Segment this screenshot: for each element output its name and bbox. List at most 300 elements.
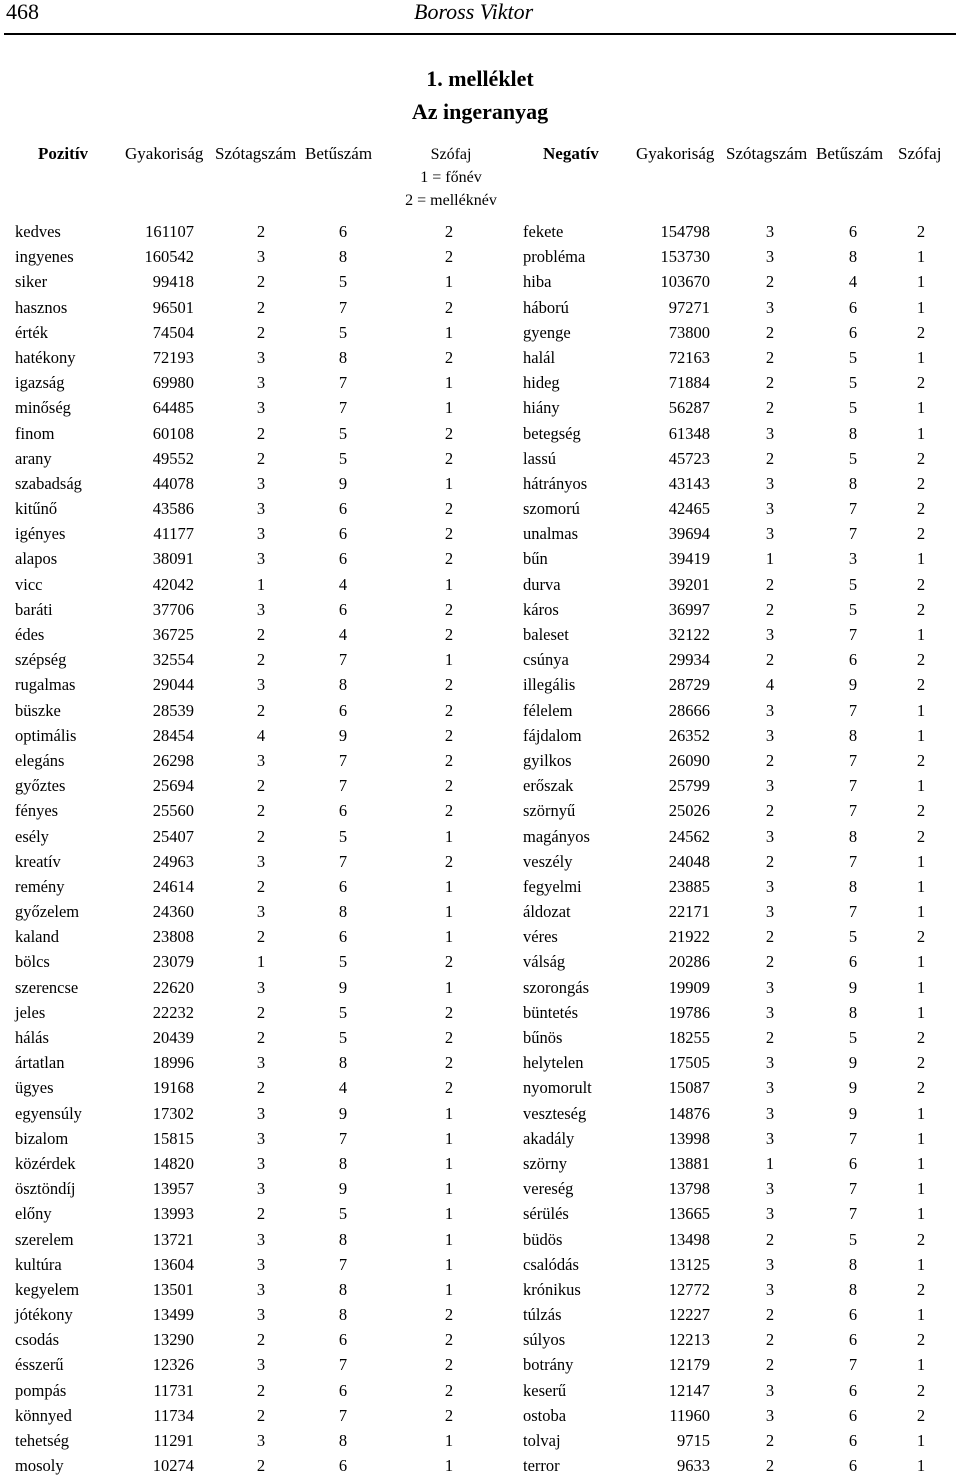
header-positive: Pozitív: [38, 144, 89, 163]
positive-syllables-cell: 3: [256, 675, 266, 695]
negative-pos-cell: 2: [916, 1330, 926, 1350]
positive-syllables-cell: 2: [256, 1002, 266, 1022]
negative-word-cell: szörnyű: [523, 801, 576, 821]
positive-word-cell: érték: [15, 322, 48, 342]
negative-pos-cell: 1: [916, 851, 926, 871]
negative-pos-cell: 1: [916, 1103, 926, 1123]
positive-word-cell: kreatív: [15, 851, 61, 871]
negative-frequency-cell: 154798: [660, 222, 710, 241]
negative-syllables-cell: 3: [765, 977, 775, 997]
positive-syllables-cell: 3: [256, 1053, 266, 1073]
positive-frequency-cell: 28454: [152, 725, 194, 745]
positive-word-cell: ügyes: [15, 1078, 54, 1098]
negative-letters-cell: 7: [848, 801, 858, 821]
positive-pos-cell: 1: [444, 373, 454, 393]
positive-letters-cell: 7: [338, 1355, 348, 1375]
negative-pos-cell: 2: [916, 1053, 926, 1073]
negative-syllables-cell: 3: [765, 1380, 775, 1400]
positive-frequency-cell: 42042: [152, 574, 194, 594]
negative-letters-cell: 8: [848, 473, 858, 493]
positive-letters-cell: 6: [338, 1330, 348, 1350]
positive-frequency-cell: 14820: [152, 1153, 194, 1173]
positive-frequency-cell: 13993: [152, 1204, 194, 1224]
negative-letters-cell: 9: [848, 675, 858, 695]
positive-frequency-cell: 43586: [152, 499, 194, 519]
positive-frequency-cell: 10274: [152, 1456, 194, 1476]
positive-pos-cell: 2: [444, 222, 454, 241]
positive-pos-cell: 1: [444, 826, 454, 846]
positive-pos-cell: 2: [444, 448, 454, 468]
negative-frequency-cell: 39419: [668, 549, 710, 569]
negative-letters-cell: 9: [848, 977, 858, 997]
negative-word-cell: fekete: [523, 222, 564, 241]
positive-syllables-cell: 1: [256, 952, 266, 972]
positive-pos-cell: 2: [444, 801, 454, 821]
positive-letters-cell: 6: [338, 1456, 348, 1476]
positive-syllables-cell: 2: [256, 322, 266, 342]
positive-syllables-cell: 3: [256, 524, 266, 544]
positive-pos-cell: 2: [444, 549, 454, 569]
positive-letters-cell: 8: [338, 1305, 348, 1325]
negative-letters-cell: 6: [848, 322, 858, 342]
positive-frequency-cell: 60108: [152, 423, 194, 443]
positive-syllables-cell: 2: [256, 927, 266, 947]
negative-frequency-cell: 12772: [668, 1279, 710, 1299]
negative-syllables-cell: 2: [765, 373, 775, 393]
positive-word-cell: édes: [15, 625, 45, 644]
negative-syllables-cell: 3: [765, 222, 775, 241]
positive-syllables-cell: 3: [256, 902, 266, 922]
table-row: [0, 1227, 960, 1252]
positive-syllables-cell: 2: [256, 876, 266, 896]
positive-pos-cell: 2: [444, 524, 454, 544]
negative-frequency-cell: 12147: [668, 1380, 710, 1400]
positive-syllables-cell: 3: [256, 499, 266, 519]
negative-frequency-cell: 24048: [668, 851, 710, 871]
negative-pos-cell: 1: [916, 1431, 926, 1450]
table-row: [0, 1453, 960, 1478]
positive-word-cell: igazság: [15, 373, 65, 393]
positive-frequency-cell: 13501: [152, 1279, 194, 1299]
positive-pos-cell: 1: [444, 1204, 454, 1224]
positive-syllables-cell: 3: [256, 398, 266, 418]
negative-frequency-cell: 13998: [668, 1128, 710, 1148]
positive-word-cell: esély: [15, 826, 49, 846]
positive-syllables-cell: 2: [256, 826, 266, 846]
negative-syllables-cell: 2: [765, 1330, 775, 1350]
positive-pos-cell: 1: [444, 876, 454, 896]
table-row: [0, 748, 960, 773]
positive-frequency-cell: 13604: [152, 1254, 194, 1274]
positive-pos-cell: 1: [444, 1431, 454, 1450]
negative-pos-cell: 2: [916, 222, 926, 241]
negative-frequency-cell: 12227: [668, 1305, 710, 1325]
negative-letters-cell: 7: [848, 1179, 858, 1199]
negative-word-cell: botrány: [523, 1355, 574, 1375]
table-row: [0, 647, 960, 672]
negative-word-cell: büdös: [523, 1229, 563, 1249]
negative-word-cell: súlyos: [523, 1330, 566, 1350]
positive-pos-cell: 2: [444, 423, 454, 443]
table-row: [0, 849, 960, 874]
table-row: [0, 269, 960, 294]
table-row: [0, 421, 960, 446]
negative-pos-cell: 2: [916, 1405, 926, 1425]
table-row: [0, 1277, 960, 1302]
running-head-author: Boross Viktor: [414, 0, 534, 24]
negative-pos-cell: 1: [916, 1204, 926, 1224]
positive-word-cell: fényes: [15, 801, 59, 821]
negative-letters-cell: 8: [848, 725, 858, 745]
table-row: [0, 773, 960, 798]
positive-pos-cell: 1: [444, 272, 454, 292]
negative-syllables-cell: 2: [765, 448, 775, 468]
negative-letters-cell: 7: [848, 700, 858, 720]
positive-word-cell: szerelem: [15, 1229, 74, 1249]
negative-syllables-cell: 3: [765, 700, 775, 720]
positive-pos-cell: 1: [444, 902, 454, 922]
negative-frequency-cell: 36997: [668, 599, 710, 619]
negative-frequency-cell: 14876: [668, 1103, 710, 1123]
negative-letters-cell: 8: [848, 247, 858, 267]
positive-frequency-cell: 17302: [152, 1103, 194, 1123]
positive-frequency-cell: 160542: [144, 247, 194, 267]
negative-letters-cell: 8: [848, 826, 858, 846]
negative-letters-cell: 8: [848, 1002, 858, 1022]
negative-frequency-cell: 28666: [668, 700, 710, 720]
positive-frequency-cell: 99418: [152, 272, 194, 292]
positive-letters-cell: 9: [338, 977, 348, 997]
table-row: [0, 572, 960, 597]
positive-syllables-cell: 2: [256, 625, 266, 644]
header-pos-note-adjective: 2 = melléknév: [405, 192, 497, 209]
table-row: [0, 521, 960, 546]
negative-letters-cell: 8: [848, 423, 858, 443]
negative-pos-cell: 1: [916, 1254, 926, 1274]
positive-frequency-cell: 12326: [152, 1355, 194, 1375]
negative-word-cell: unalmas: [523, 524, 578, 544]
positive-syllables-cell: 2: [256, 423, 266, 443]
negative-pos-cell: 2: [916, 599, 926, 619]
negative-word-cell: baleset: [523, 625, 569, 644]
positive-letters-cell: 4: [338, 625, 348, 644]
positive-letters-cell: 8: [338, 347, 348, 367]
negative-syllables-cell: 2: [765, 1229, 775, 1249]
header-pos-title: Szófaj: [430, 146, 472, 163]
positive-frequency-cell: 25560: [152, 801, 194, 821]
negative-frequency-cell: 12179: [668, 1355, 710, 1375]
negative-frequency-cell: 9715: [677, 1431, 710, 1450]
positive-pos-cell: 2: [444, 1305, 454, 1325]
positive-frequency-cell: 29044: [152, 675, 194, 695]
page-number: 468: [6, 0, 39, 24]
positive-frequency-cell: 19168: [152, 1078, 194, 1098]
negative-word-cell: fegyelmi: [523, 876, 582, 896]
negative-pos-cell: 1: [916, 1456, 926, 1476]
negative-syllables-cell: 2: [765, 650, 775, 670]
positive-word-cell: alapos: [15, 549, 58, 569]
positive-letters-cell: 7: [338, 398, 348, 418]
negative-letters-cell: 8: [848, 1254, 858, 1274]
negative-letters-cell: 7: [848, 524, 858, 544]
negative-pos-cell: 2: [916, 675, 926, 695]
negative-pos-cell: 1: [916, 1179, 926, 1199]
positive-syllables-cell: 2: [256, 448, 266, 468]
positive-frequency-cell: 74504: [152, 322, 194, 342]
negative-syllables-cell: 4: [765, 675, 775, 695]
negative-letters-cell: 5: [848, 927, 858, 947]
positive-word-cell: vicc: [15, 574, 43, 594]
positive-letters-cell: 8: [338, 675, 348, 695]
negative-frequency-cell: 43143: [668, 473, 710, 493]
positive-letters-cell: 6: [338, 801, 348, 821]
header-negative: Negatív: [543, 144, 599, 163]
table-row: [0, 1201, 960, 1226]
negative-word-cell: hiba: [523, 272, 552, 292]
negative-word-cell: halál: [523, 347, 556, 367]
positive-word-cell: szerencse: [15, 977, 79, 997]
negative-syllables-cell: 2: [765, 398, 775, 418]
positive-pos-cell: 2: [444, 297, 454, 317]
negative-word-cell: hiány: [523, 398, 560, 418]
positive-pos-cell: 1: [444, 1456, 454, 1476]
negative-syllables-cell: 3: [765, 1204, 775, 1224]
negative-frequency-cell: 39201: [668, 574, 710, 594]
negative-word-cell: veszély: [523, 851, 573, 871]
positive-letters-cell: 5: [338, 952, 348, 972]
positive-word-cell: rugalmas: [15, 675, 76, 695]
negative-pos-cell: 2: [916, 524, 926, 544]
negative-letters-cell: 5: [848, 1028, 858, 1047]
table-row: [0, 899, 960, 924]
positive-word-cell: kegyelem: [15, 1279, 80, 1299]
positive-syllables-cell: 3: [256, 473, 266, 493]
negative-frequency-cell: 97271: [668, 297, 710, 317]
positive-pos-cell: 1: [444, 473, 454, 493]
negative-syllables-cell: 2: [765, 927, 775, 947]
positive-word-cell: remény: [15, 876, 65, 896]
positive-syllables-cell: 3: [256, 1229, 266, 1249]
positive-pos-cell: 1: [444, 1103, 454, 1123]
positive-letters-cell: 5: [338, 1204, 348, 1224]
positive-frequency-cell: 36725: [152, 625, 194, 644]
table-row: [0, 1126, 960, 1151]
negative-word-cell: keserű: [523, 1380, 567, 1400]
table-row: [0, 496, 960, 521]
negative-letters-cell: 6: [848, 952, 858, 972]
appendix-title: 1. melléklet: [426, 66, 534, 91]
negative-syllables-cell: 2: [765, 1305, 775, 1325]
negative-frequency-cell: 71884: [668, 373, 710, 393]
negative-letters-cell: 7: [848, 902, 858, 922]
negative-syllables-cell: 3: [765, 423, 775, 443]
header-pos-negative: Szófaj: [898, 144, 942, 163]
negative-letters-cell: 6: [848, 1380, 858, 1400]
negative-letters-cell: 6: [848, 1405, 858, 1425]
positive-word-cell: pompás: [15, 1380, 67, 1400]
negative-pos-cell: 2: [916, 1078, 926, 1098]
negative-letters-cell: 8: [848, 876, 858, 896]
negative-pos-cell: 2: [916, 1279, 926, 1299]
table-row: [0, 1025, 960, 1050]
positive-word-cell: optimális: [15, 725, 77, 745]
negative-letters-cell: 6: [848, 222, 858, 241]
positive-word-cell: előny: [15, 1204, 52, 1224]
negative-letters-cell: 7: [848, 1128, 858, 1148]
positive-letters-cell: 8: [338, 1431, 348, 1450]
positive-letters-cell: 9: [338, 1103, 348, 1123]
positive-frequency-cell: 28539: [152, 700, 194, 720]
negative-frequency-cell: 17505: [668, 1053, 710, 1073]
negative-frequency-cell: 39694: [668, 524, 710, 544]
negative-letters-cell: 5: [848, 599, 858, 619]
positive-frequency-cell: 15815: [152, 1128, 194, 1148]
negative-syllables-cell: 2: [765, 322, 775, 342]
negative-word-cell: hátrányos: [523, 473, 588, 493]
negative-word-cell: betegség: [523, 423, 581, 443]
positive-letters-cell: 5: [338, 322, 348, 342]
header-syllables-negative: Szótagszám: [726, 144, 808, 163]
positive-syllables-cell: 3: [256, 1179, 266, 1199]
negative-frequency-cell: 26090: [668, 750, 710, 770]
negative-pos-cell: 1: [916, 725, 926, 745]
negative-syllables-cell: 2: [765, 1028, 775, 1047]
negative-word-cell: illegális: [523, 675, 576, 695]
positive-letters-cell: 5: [338, 272, 348, 292]
negative-frequency-cell: 13125: [668, 1254, 710, 1274]
negative-syllables-cell: 2: [765, 599, 775, 619]
positive-syllables-cell: 2: [256, 801, 266, 821]
negative-syllables-cell: 3: [765, 1002, 775, 1022]
positive-letters-cell: 6: [338, 927, 348, 947]
negative-word-cell: szomorú: [523, 499, 580, 519]
header-pos: [392, 143, 510, 212]
positive-letters-cell: 5: [338, 448, 348, 468]
table-row: [0, 723, 960, 748]
negative-letters-cell: 9: [848, 1078, 858, 1098]
negative-frequency-cell: 24562: [668, 826, 710, 846]
positive-pos-cell: 2: [444, 599, 454, 619]
negative-frequency-cell: 12213: [668, 1330, 710, 1350]
negative-word-cell: bűn: [523, 549, 548, 569]
positive-letters-cell: 8: [338, 902, 348, 922]
negative-frequency-cell: 15087: [668, 1078, 710, 1098]
table-header: [0, 143, 960, 213]
negative-frequency-cell: 45723: [668, 448, 710, 468]
negative-word-cell: bűnös: [523, 1028, 563, 1047]
positive-pos-cell: 2: [444, 625, 454, 644]
positive-word-cell: hálás: [15, 1028, 49, 1047]
table-row: [0, 370, 960, 395]
positive-pos-cell: 2: [444, 750, 454, 770]
positive-letters-cell: 5: [338, 423, 348, 443]
positive-syllables-cell: 3: [256, 1103, 266, 1123]
negative-pos-cell: 2: [916, 574, 926, 594]
negative-frequency-cell: 25026: [668, 801, 710, 821]
table-row: [0, 471, 960, 496]
negative-word-cell: áldozat: [523, 902, 571, 922]
negative-syllables-cell: 3: [765, 1128, 775, 1148]
positive-syllables-cell: 3: [256, 1254, 266, 1274]
negative-word-cell: krónikus: [523, 1279, 581, 1299]
negative-pos-cell: 2: [916, 448, 926, 468]
positive-pos-cell: 1: [444, 650, 454, 670]
negative-letters-cell: 5: [848, 398, 858, 418]
negative-frequency-cell: 153730: [660, 247, 710, 267]
negative-frequency-cell: 61348: [668, 423, 710, 443]
positive-word-cell: szabadság: [15, 473, 82, 493]
negative-letters-cell: 5: [848, 448, 858, 468]
negative-word-cell: lassú: [523, 448, 556, 468]
negative-syllables-cell: 3: [765, 1405, 775, 1425]
negative-letters-cell: 7: [848, 1204, 858, 1224]
positive-frequency-cell: 24360: [152, 902, 194, 922]
negative-frequency-cell: 19786: [668, 1002, 710, 1022]
positive-pos-cell: 1: [444, 574, 454, 594]
positive-syllables-cell: 2: [256, 650, 266, 670]
negative-frequency-cell: 42465: [668, 499, 710, 519]
positive-syllables-cell: 2: [256, 1330, 266, 1350]
positive-pos-cell: 2: [444, 776, 454, 796]
positive-syllables-cell: 2: [256, 776, 266, 796]
table-row: [0, 546, 960, 571]
positive-word-cell: ártatlan: [15, 1053, 65, 1073]
positive-frequency-cell: 26298: [152, 750, 194, 770]
positive-frequency-cell: 24963: [152, 851, 194, 871]
positive-syllables-cell: 3: [256, 851, 266, 871]
positive-word-cell: baráti: [15, 599, 53, 619]
negative-syllables-cell: 3: [765, 247, 775, 267]
positive-letters-cell: 8: [338, 1053, 348, 1073]
negative-word-cell: magányos: [523, 826, 590, 846]
positive-frequency-cell: 161107: [145, 222, 194, 241]
negative-frequency-cell: 18255: [668, 1028, 710, 1047]
negative-syllables-cell: 3: [765, 499, 775, 519]
running-head: [0, 0, 960, 36]
positive-letters-cell: 6: [338, 549, 348, 569]
positive-frequency-cell: 96501: [152, 297, 194, 317]
positive-frequency-cell: 13957: [152, 1179, 194, 1199]
header-letters-negative: Betűszám: [816, 144, 884, 163]
negative-frequency-cell: 26352: [668, 725, 710, 745]
positive-letters-cell: 4: [338, 1078, 348, 1098]
negative-letters-cell: 6: [848, 1153, 858, 1173]
negative-pos-cell: 2: [916, 473, 926, 493]
positive-frequency-cell: 69980: [152, 373, 194, 393]
negative-pos-cell: 2: [916, 750, 926, 770]
negative-pos-cell: 1: [916, 549, 926, 569]
positive-frequency-cell: 22620: [152, 977, 194, 997]
positive-letters-cell: 6: [338, 499, 348, 519]
negative-frequency-cell: 23885: [668, 876, 710, 896]
positive-word-cell: bizalom: [15, 1128, 69, 1148]
positive-word-cell: egyensúly: [15, 1103, 82, 1123]
positive-word-cell: kedves: [15, 222, 61, 241]
negative-pos-cell: 1: [916, 876, 926, 896]
negative-syllables-cell: 2: [765, 1456, 775, 1476]
positive-pos-cell: 2: [444, 1405, 454, 1425]
positive-frequency-cell: 32554: [152, 650, 194, 670]
positive-frequency-cell: 44078: [152, 473, 194, 493]
table-row: [0, 1176, 960, 1201]
negative-word-cell: sérülés: [523, 1204, 569, 1224]
header-letters: Betűszám: [305, 144, 373, 163]
word-table: [0, 219, 960, 1478]
table-row: [0, 1252, 960, 1277]
positive-syllables-cell: 2: [256, 1028, 266, 1047]
negative-syllables-cell: 2: [765, 1355, 775, 1375]
positive-pos-cell: 1: [444, 977, 454, 997]
